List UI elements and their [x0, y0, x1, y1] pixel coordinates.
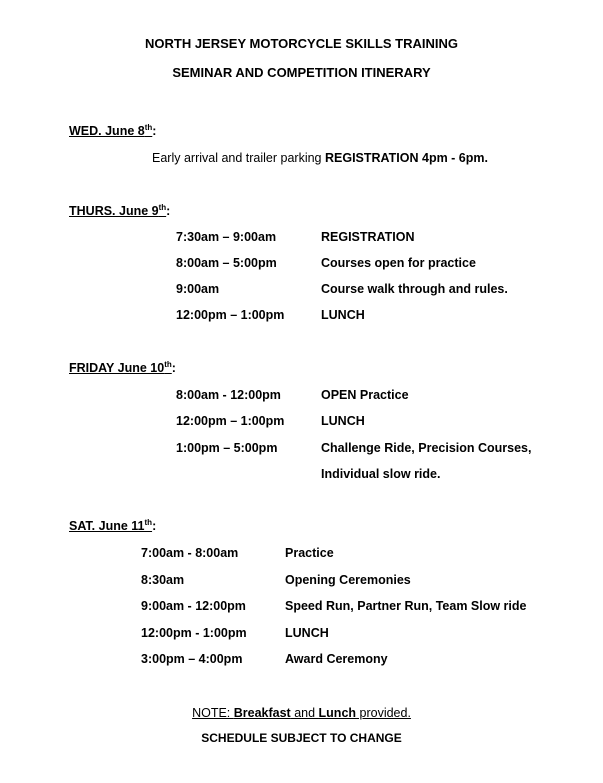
- row-time: 8:00am - 12:00pm: [176, 388, 281, 402]
- schedule-change-notice: SCHEDULE SUBJECT TO CHANGE: [201, 731, 402, 745]
- row-activity: Challenge Ride, Precision Courses,: [321, 441, 532, 455]
- row-activity: OPEN Practice: [321, 388, 409, 402]
- day-heading-thurs: [69, 204, 170, 218]
- day-heading-colon: :: [152, 124, 157, 138]
- day-heading-suffix: th: [164, 359, 172, 369]
- row-time: 9:00am - 12:00pm: [141, 599, 246, 613]
- note-prefix: NOTE:: [192, 706, 234, 720]
- row-activity: LUNCH: [285, 626, 329, 640]
- day-heading-suffix: th: [144, 517, 153, 527]
- day-heading-colon: :: [171, 361, 176, 375]
- row-activity: Course walk through and rules.: [321, 282, 508, 296]
- row-activity: LUNCH: [321, 414, 365, 428]
- row-time: 9:00am: [176, 282, 220, 296]
- row-activity: REGISTRATION: [321, 230, 415, 244]
- row-time: 1:00pm – 5:00pm: [176, 441, 278, 455]
- row-time: 12:00pm – 1:00pm: [176, 414, 285, 428]
- page-subtitle: SEMINAR AND COMPETITION ITINERARY: [172, 65, 431, 80]
- row-activity: Award Ceremony: [285, 652, 388, 666]
- row-time: 8:30am: [141, 573, 185, 587]
- row-time: 12:00pm - 1:00pm: [141, 626, 247, 640]
- row-activity: Practice: [285, 546, 334, 560]
- day-heading-label: WED. June 8: [69, 124, 145, 138]
- wed-text: Early arrival and trailer parking: [152, 151, 325, 165]
- row-time: 3:00pm – 4:00pm: [141, 652, 243, 666]
- day-heading-colon: :: [166, 204, 171, 218]
- row-activity: Individual slow ride.: [321, 467, 441, 481]
- note-breakfast: Breakfast: [233, 706, 291, 720]
- wed-registration: REGISTRATION 4pm - 6pm.: [325, 151, 488, 165]
- day-heading-suffix: th: [144, 122, 153, 132]
- row-activity: LUNCH: [321, 308, 365, 322]
- day-heading-suffix: th: [158, 202, 167, 212]
- note-lunch: Lunch: [318, 706, 357, 720]
- row-time: 7:30am – 9:00am: [176, 230, 277, 244]
- day-heading-colon: :: [152, 519, 157, 533]
- note-and: and: [290, 706, 319, 720]
- note-suffix: provided.: [356, 706, 411, 720]
- day-heading-label: THURS. June 9: [69, 204, 159, 218]
- row-time: 12:00pm – 1:00pm: [176, 308, 285, 322]
- day-heading-label: SAT. June 11: [69, 519, 145, 533]
- day-heading-friday: [69, 361, 176, 375]
- day-heading-wed: [69, 124, 156, 138]
- day-heading-label: FRIDAY June 10: [69, 361, 165, 375]
- day-heading-sat: [69, 519, 156, 533]
- row-time: 8:00am – 5:00pm: [176, 256, 277, 270]
- meals-note: [0, 706, 603, 720]
- wed-description: [152, 151, 488, 165]
- row-activity: Opening Ceremonies: [285, 573, 411, 587]
- row-activity: Courses open for practice: [321, 256, 476, 270]
- row-activity: Speed Run, Partner Run, Team Slow ride: [285, 599, 527, 613]
- page-title: NORTH JERSEY MOTORCYCLE SKILLS TRAINING: [145, 36, 458, 51]
- row-time: 7:00am - 8:00am: [141, 546, 239, 560]
